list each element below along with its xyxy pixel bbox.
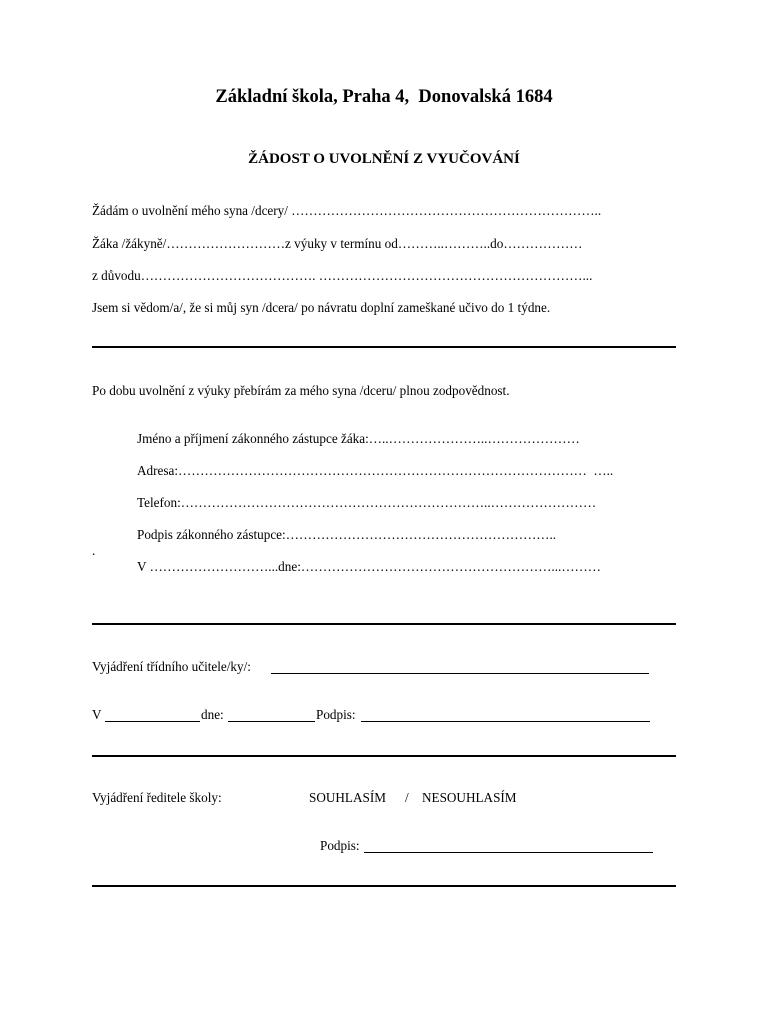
request-line-term: Žáka /žákyně/………………………z výuky v termínu od………..………..do………………: [92, 236, 583, 251]
request-line-acknowledgement: Jsem si vědom/a/, že si můj syn /dcera/ po návratu doplní zameškané učivo do 1 týdne.: [92, 300, 551, 315]
place-date-line: V ………………………...dne:…………………………………………………...………: [137, 559, 601, 574]
teacher-statement-blank: [271, 673, 649, 674]
director-statement-label: Vyjádření ředitele školy:: [92, 790, 222, 805]
teacher-date-blank: [228, 721, 315, 722]
responsibility-statement: Po dobu uvolnění z výuky přebírám za mého syna /dceru/ plnou zodpovědnost.: [92, 383, 510, 398]
section-divider: [92, 755, 676, 757]
address-line: Adresa:………………………………………………………………………………… …..: [137, 463, 614, 478]
director-disagree-option: NESOUHLASÍM: [422, 790, 517, 805]
teacher-signature-label: Podpis:: [316, 707, 356, 722]
director-signature-blank: [364, 852, 653, 853]
teacher-date-label: dne:: [201, 707, 224, 722]
school-heading: Základní škola, Praha 4, Donovalská 1684: [215, 87, 553, 107]
teacher-statement-label: Vyjádření třídního učitele/ky/:: [92, 659, 251, 674]
guardian-name-line: Jméno a příjmení zákonného zástupce žáka:…..…………………..…………………: [137, 431, 580, 446]
section-divider: [92, 885, 676, 887]
guardian-signature-line: Podpis zákonného zástupce:……………………………………………………..: [137, 527, 557, 542]
request-line-reason: z důvodu…………………………………. ……………………………………………………...: [92, 268, 593, 283]
director-agree-option: SOUHLASÍM: [309, 790, 386, 805]
phone-line: Telefon:……………………………………………………………..……………………: [137, 495, 597, 510]
director-option-separator: /: [405, 790, 409, 805]
director-signature-label: Podpis:: [320, 838, 360, 853]
teacher-place-label: V: [92, 707, 102, 722]
form-title: ŽÁDOST O UVOLNĚNÍ Z VYUČOVÁNÍ: [248, 151, 520, 167]
request-line-student: Žádám o uvolnění mého syna /dcery/ ……………………………………………………………..: [92, 203, 602, 218]
teacher-signature-blank: [361, 721, 650, 722]
teacher-place-blank: [105, 721, 200, 722]
section-divider: [92, 623, 676, 625]
stray-dot: .: [92, 543, 96, 558]
section-divider: [92, 346, 676, 348]
